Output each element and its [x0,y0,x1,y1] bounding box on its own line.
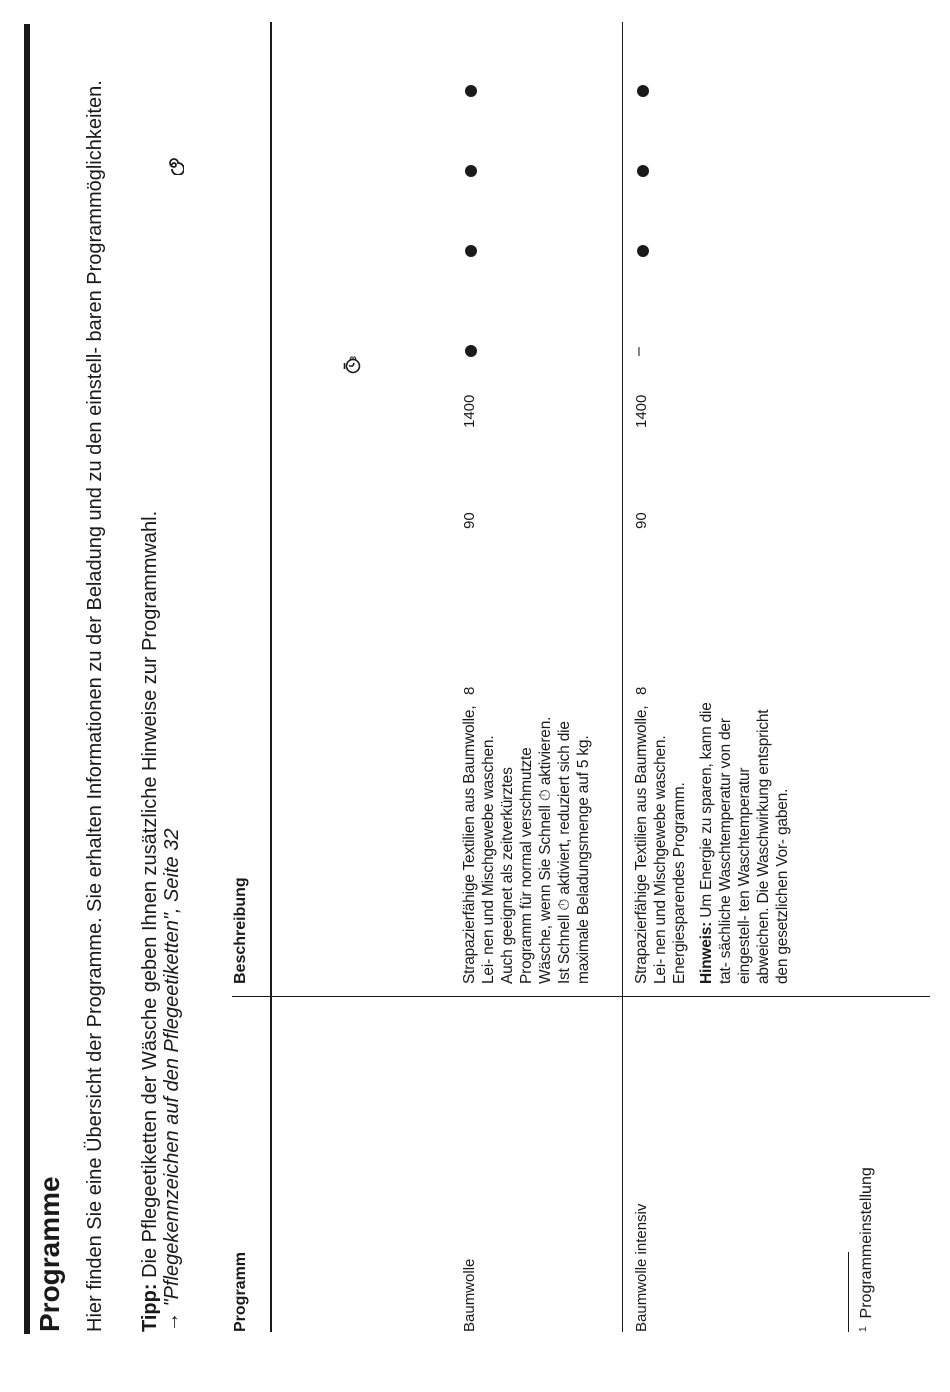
option-a-dot [637,245,649,257]
heading-bar [24,24,30,1334]
quick-not-supported: – [630,347,647,356]
row-program-name: Baumwolle intensiv [633,1203,650,1332]
spin-value: 1400 [633,394,650,428]
quick-timer-icon [342,355,362,375]
load-kg-value: 8 [633,686,650,695]
footnote-marker: 1 [858,1326,869,1332]
note-label: Hinweis: [698,921,715,984]
option-b-dot [637,165,649,177]
description-line: Energiesparendes Programm. [671,782,688,984]
description-line: Strapazierfähige Textilien aus Baumwolle, Lei- nen und Mischgewebe waschen. [633,705,669,984]
row-description [632,699,792,984]
footnote [858,1167,876,1332]
description-line: Strapazierfähige Textilien aus Baumwolle, Lei- nen und Mischgewebe waschen. [461,705,497,984]
tip-page: , Seite 32 [161,828,183,914]
load-kg-value: 8 [461,686,478,695]
row-description [460,699,593,984]
page-title: Programme [34,1176,65,1332]
footnote-rule [848,1252,849,1332]
arrow-icon: → [161,1312,183,1332]
quick-supported-dot [465,345,477,357]
footnote-text: Programmeinstellung [858,1167,875,1319]
option-a-dot [465,245,477,257]
column-header-program: Programm [232,1251,249,1332]
row-program-name: Baumwolle [461,1258,478,1332]
option-c-dot [465,85,477,97]
description-note [697,699,792,984]
spin-spiral-icon [164,155,184,175]
tip-label: Tipp: [139,1283,161,1332]
temperature-value: 90 [461,512,478,529]
tip-link[interactable]: "Pflegekennzeichen auf den Pflegeetiketten" [161,913,183,1307]
temperature-value: 90 [633,512,650,529]
description-line: Auch geeignet als zeitverkürztes Programm für normal verschmutzte Wäsche, wenn Sie Schnell ⏱ aktivieren. Ist Schnell ⏱ aktiviert, reduziert sich die maximale Beladungsmenge auf 5 kg. [499,716,592,984]
tip-text [139,22,183,1332]
row-divider [622,22,623,1332]
column-divider [232,996,930,997]
intro-text: Hier finden Sie eine Übersicht der Programme. Sie erhalten Informationen zu der Beladung und zu den einstell- baren Programmöglichkeiten. [84,80,106,1332]
column-header-description: Beschreibung [232,877,249,984]
table-header-rule [270,22,272,1332]
option-b-dot [465,165,477,177]
note-text: Um Energie zu sparen, kann die tat- sächliche Waschtemperatur von der eingestell- ten Waschtemperatur abweichen. Die Waschwirkung entspricht den gesetzlichen Vor- gaben. [698,702,791,984]
option-c-dot [637,85,649,97]
spin-value: 1400 [461,394,478,428]
tip-body: Die Pflegeetiketten der Wäsche geben Ihnen zusätzliche Hinweise zur Programmwahl. [139,510,161,1278]
